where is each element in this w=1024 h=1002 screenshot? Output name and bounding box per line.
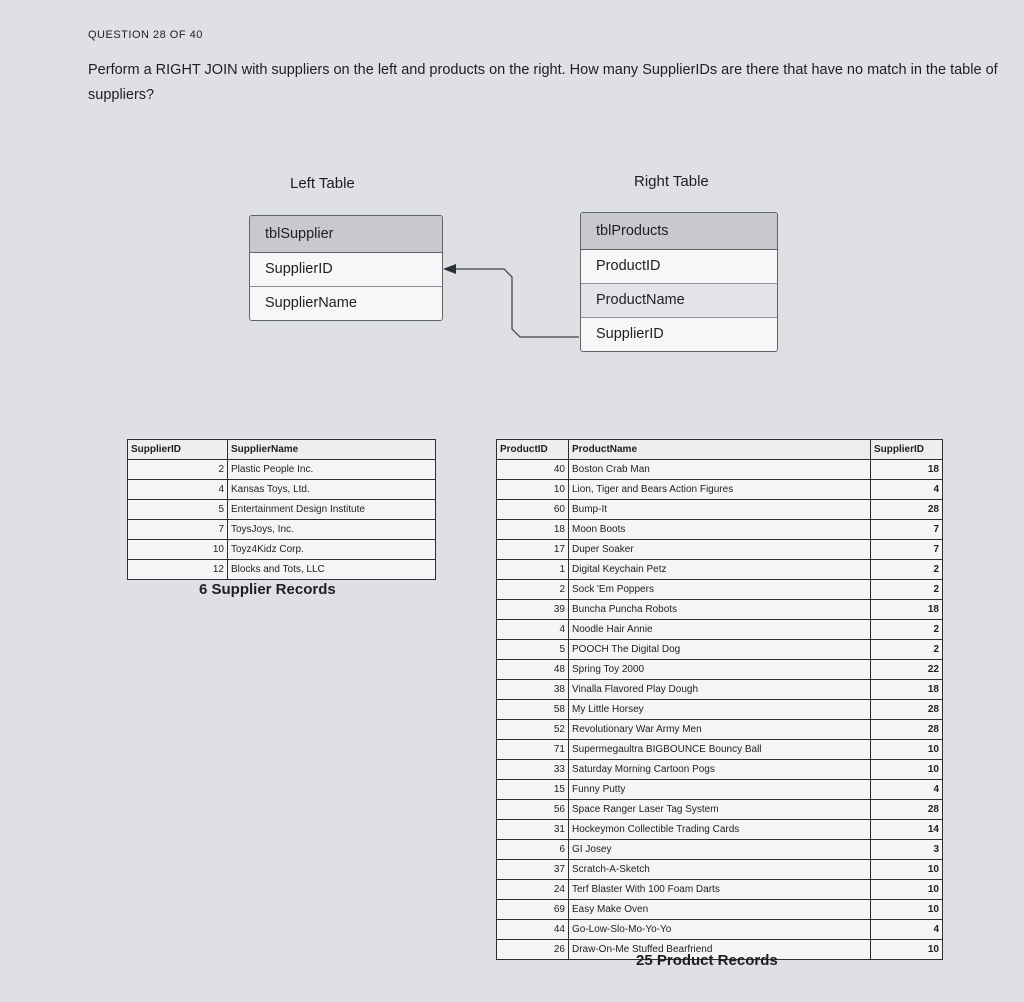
table-cell: 40 xyxy=(497,460,569,480)
table-cell: 12 xyxy=(128,560,228,580)
table-cell: 31 xyxy=(497,820,569,840)
products-schema-box xyxy=(580,212,778,352)
table-cell: 14 xyxy=(871,820,943,840)
table-cell: 2 xyxy=(497,580,569,600)
table-cell: Boston Crab Man xyxy=(569,460,871,480)
table-cell: Noodle Hair Annie xyxy=(569,620,871,640)
table-cell: 22 xyxy=(871,660,943,680)
table-cell: 28 xyxy=(871,800,943,820)
table-row xyxy=(497,720,943,740)
table-cell: 18 xyxy=(497,520,569,540)
table-cell: 18 xyxy=(871,460,943,480)
table-cell: 60 xyxy=(497,500,569,520)
table-cell: 5 xyxy=(128,500,228,520)
table-cell: Go-Low-Slo-Mo-Yo-Yo xyxy=(569,920,871,940)
table-cell: Vinalla Flavored Play Dough xyxy=(569,680,871,700)
left-table-label: Left Table xyxy=(290,175,355,192)
table-row xyxy=(128,460,436,480)
table-cell: 18 xyxy=(871,600,943,620)
table-cell: 4 xyxy=(128,480,228,500)
arrowhead-icon xyxy=(443,264,456,274)
table-row xyxy=(128,480,436,500)
table-cell: POOCH The Digital Dog xyxy=(569,640,871,660)
table-cell: My Little Horsey xyxy=(569,700,871,720)
table-cell: 2 xyxy=(128,460,228,480)
table-cell: 2 xyxy=(871,560,943,580)
table-cell: 4 xyxy=(497,620,569,640)
table-row xyxy=(497,840,943,860)
table-cell: Terf Blaster With 100 Foam Darts xyxy=(569,880,871,900)
table-cell: 26 xyxy=(497,940,569,960)
table-cell: 37 xyxy=(497,860,569,880)
question-number: QUESTION 28 OF 40 xyxy=(88,29,203,41)
products-schema-field-supplierid: SupplierID xyxy=(596,326,664,342)
table-cell: Blocks and Tots, LLC xyxy=(228,560,436,580)
column-header-supplierid: SupplierID xyxy=(871,440,943,460)
table-row xyxy=(497,800,943,820)
table-row xyxy=(497,880,943,900)
product-records-table xyxy=(496,439,943,960)
table-cell: 7 xyxy=(871,520,943,540)
table-cell: 5 xyxy=(497,640,569,660)
table-row xyxy=(497,500,943,520)
supplier-records-table xyxy=(127,439,436,580)
table-cell: Easy Make Oven xyxy=(569,900,871,920)
table-cell: Sock 'Em Poppers xyxy=(569,580,871,600)
table-row xyxy=(497,920,943,940)
table-cell: 2 xyxy=(871,620,943,640)
table-cell: 15 xyxy=(497,780,569,800)
table-cell: 4 xyxy=(871,480,943,500)
table-cell: Buncha Puncha Robots xyxy=(569,600,871,620)
table-cell: 4 xyxy=(871,780,943,800)
table-cell: 10 xyxy=(871,900,943,920)
table-cell: Supermegaultra BIGBOUNCE Bouncy Ball xyxy=(569,740,871,760)
table-cell: 69 xyxy=(497,900,569,920)
table-row xyxy=(497,540,943,560)
table-cell: Space Ranger Laser Tag System xyxy=(569,800,871,820)
table-cell: 39 xyxy=(497,600,569,620)
table-cell: 44 xyxy=(497,920,569,940)
table-row xyxy=(497,740,943,760)
table-cell: 52 xyxy=(497,720,569,740)
table-cell: 10 xyxy=(871,740,943,760)
column-header-suppliername: SupplierName xyxy=(228,440,436,460)
table-cell: 10 xyxy=(128,540,228,560)
table-row xyxy=(497,900,943,920)
product-record-count: 25 Product Records xyxy=(636,952,778,969)
table-row xyxy=(497,820,943,840)
table-row xyxy=(128,540,436,560)
table-row xyxy=(497,520,943,540)
table-cell: 2 xyxy=(871,580,943,600)
products-schema-title: tblProducts xyxy=(581,213,777,250)
table-cell: 10 xyxy=(497,480,569,500)
table-cell: Scratch-A-Sketch xyxy=(569,860,871,880)
table-cell: 18 xyxy=(871,680,943,700)
table-cell: 33 xyxy=(497,760,569,780)
table-cell: 56 xyxy=(497,800,569,820)
table-row xyxy=(128,560,436,580)
table-cell: 38 xyxy=(497,680,569,700)
supplier-schema-title: tblSupplier xyxy=(250,216,442,253)
table-cell: Moon Boots xyxy=(569,520,871,540)
table-row xyxy=(497,600,943,620)
column-header-supplierid: SupplierID xyxy=(128,440,228,460)
table-cell: Kansas Toys, Ltd. xyxy=(228,480,436,500)
table-cell: ToysJoys, Inc. xyxy=(228,520,436,540)
table-cell: 6 xyxy=(497,840,569,860)
table-cell: 48 xyxy=(497,660,569,680)
table-row xyxy=(497,640,943,660)
supplier-record-count: 6 Supplier Records xyxy=(199,581,336,598)
products-schema-field-productname: ProductName xyxy=(581,284,777,318)
table-row xyxy=(497,580,943,600)
table-cell: Spring Toy 2000 xyxy=(569,660,871,680)
table-cell: 17 xyxy=(497,540,569,560)
supplier-schema-field-suppliername: SupplierName xyxy=(265,295,357,311)
table-row xyxy=(497,560,943,580)
table-row xyxy=(128,500,436,520)
question-prompt: Perform a RIGHT JOIN with suppliers on the left and products on the right. How many SupplierIDs are there that have no match in the table of suppliers? xyxy=(88,62,998,103)
table-cell: 7 xyxy=(871,540,943,560)
table-cell: 58 xyxy=(497,700,569,720)
table-cell: 28 xyxy=(871,720,943,740)
right-table-label: Right Table xyxy=(634,173,709,190)
table-cell: Hockeymon Collectible Trading Cards xyxy=(569,820,871,840)
table-cell: 28 xyxy=(871,500,943,520)
table-row xyxy=(497,780,943,800)
supplier-schema-field-supplierid: SupplierID xyxy=(250,253,442,287)
table-cell: 71 xyxy=(497,740,569,760)
supplier-schema-box xyxy=(249,215,443,321)
table-cell: Toyz4Kidz Corp. xyxy=(228,540,436,560)
table-cell: Draw-On-Me Stuffed Bearfriend xyxy=(569,940,871,960)
table-cell: 10 xyxy=(871,860,943,880)
column-header-productname: ProductName xyxy=(569,440,871,460)
table-cell: 10 xyxy=(871,940,943,960)
table-cell: Bump-It xyxy=(569,500,871,520)
table-cell: 1 xyxy=(497,560,569,580)
table-row xyxy=(497,460,943,480)
products-schema-field-productid: ProductID xyxy=(581,250,777,284)
table-cell: Duper Soaker xyxy=(569,540,871,560)
table-cell: Digital Keychain Petz xyxy=(569,560,871,580)
table-row xyxy=(497,620,943,640)
table-cell: Plastic People Inc. xyxy=(228,460,436,480)
table-cell: 7 xyxy=(128,520,228,540)
table-row xyxy=(128,520,436,540)
table-row xyxy=(497,480,943,500)
table-row xyxy=(497,860,943,880)
table-row xyxy=(497,760,943,780)
table-cell: Saturday Morning Cartoon Pogs xyxy=(569,760,871,780)
table-cell: 24 xyxy=(497,880,569,900)
table-cell: GI Josey xyxy=(569,840,871,860)
table-cell: Funny Putty xyxy=(569,780,871,800)
table-cell: 10 xyxy=(871,760,943,780)
table-cell: 28 xyxy=(871,700,943,720)
table-cell: 4 xyxy=(871,920,943,940)
table-cell: Entertainment Design Institute xyxy=(228,500,436,520)
table-row xyxy=(497,680,943,700)
table-cell: Revolutionary War Army Men xyxy=(569,720,871,740)
table-cell: 10 xyxy=(871,880,943,900)
column-header-productid: ProductID xyxy=(497,440,569,460)
table-cell: 3 xyxy=(871,840,943,860)
table-row xyxy=(497,700,943,720)
table-cell: 2 xyxy=(871,640,943,660)
table-row xyxy=(497,660,943,680)
table-cell: Lion, Tiger and Bears Action Figures xyxy=(569,480,871,500)
